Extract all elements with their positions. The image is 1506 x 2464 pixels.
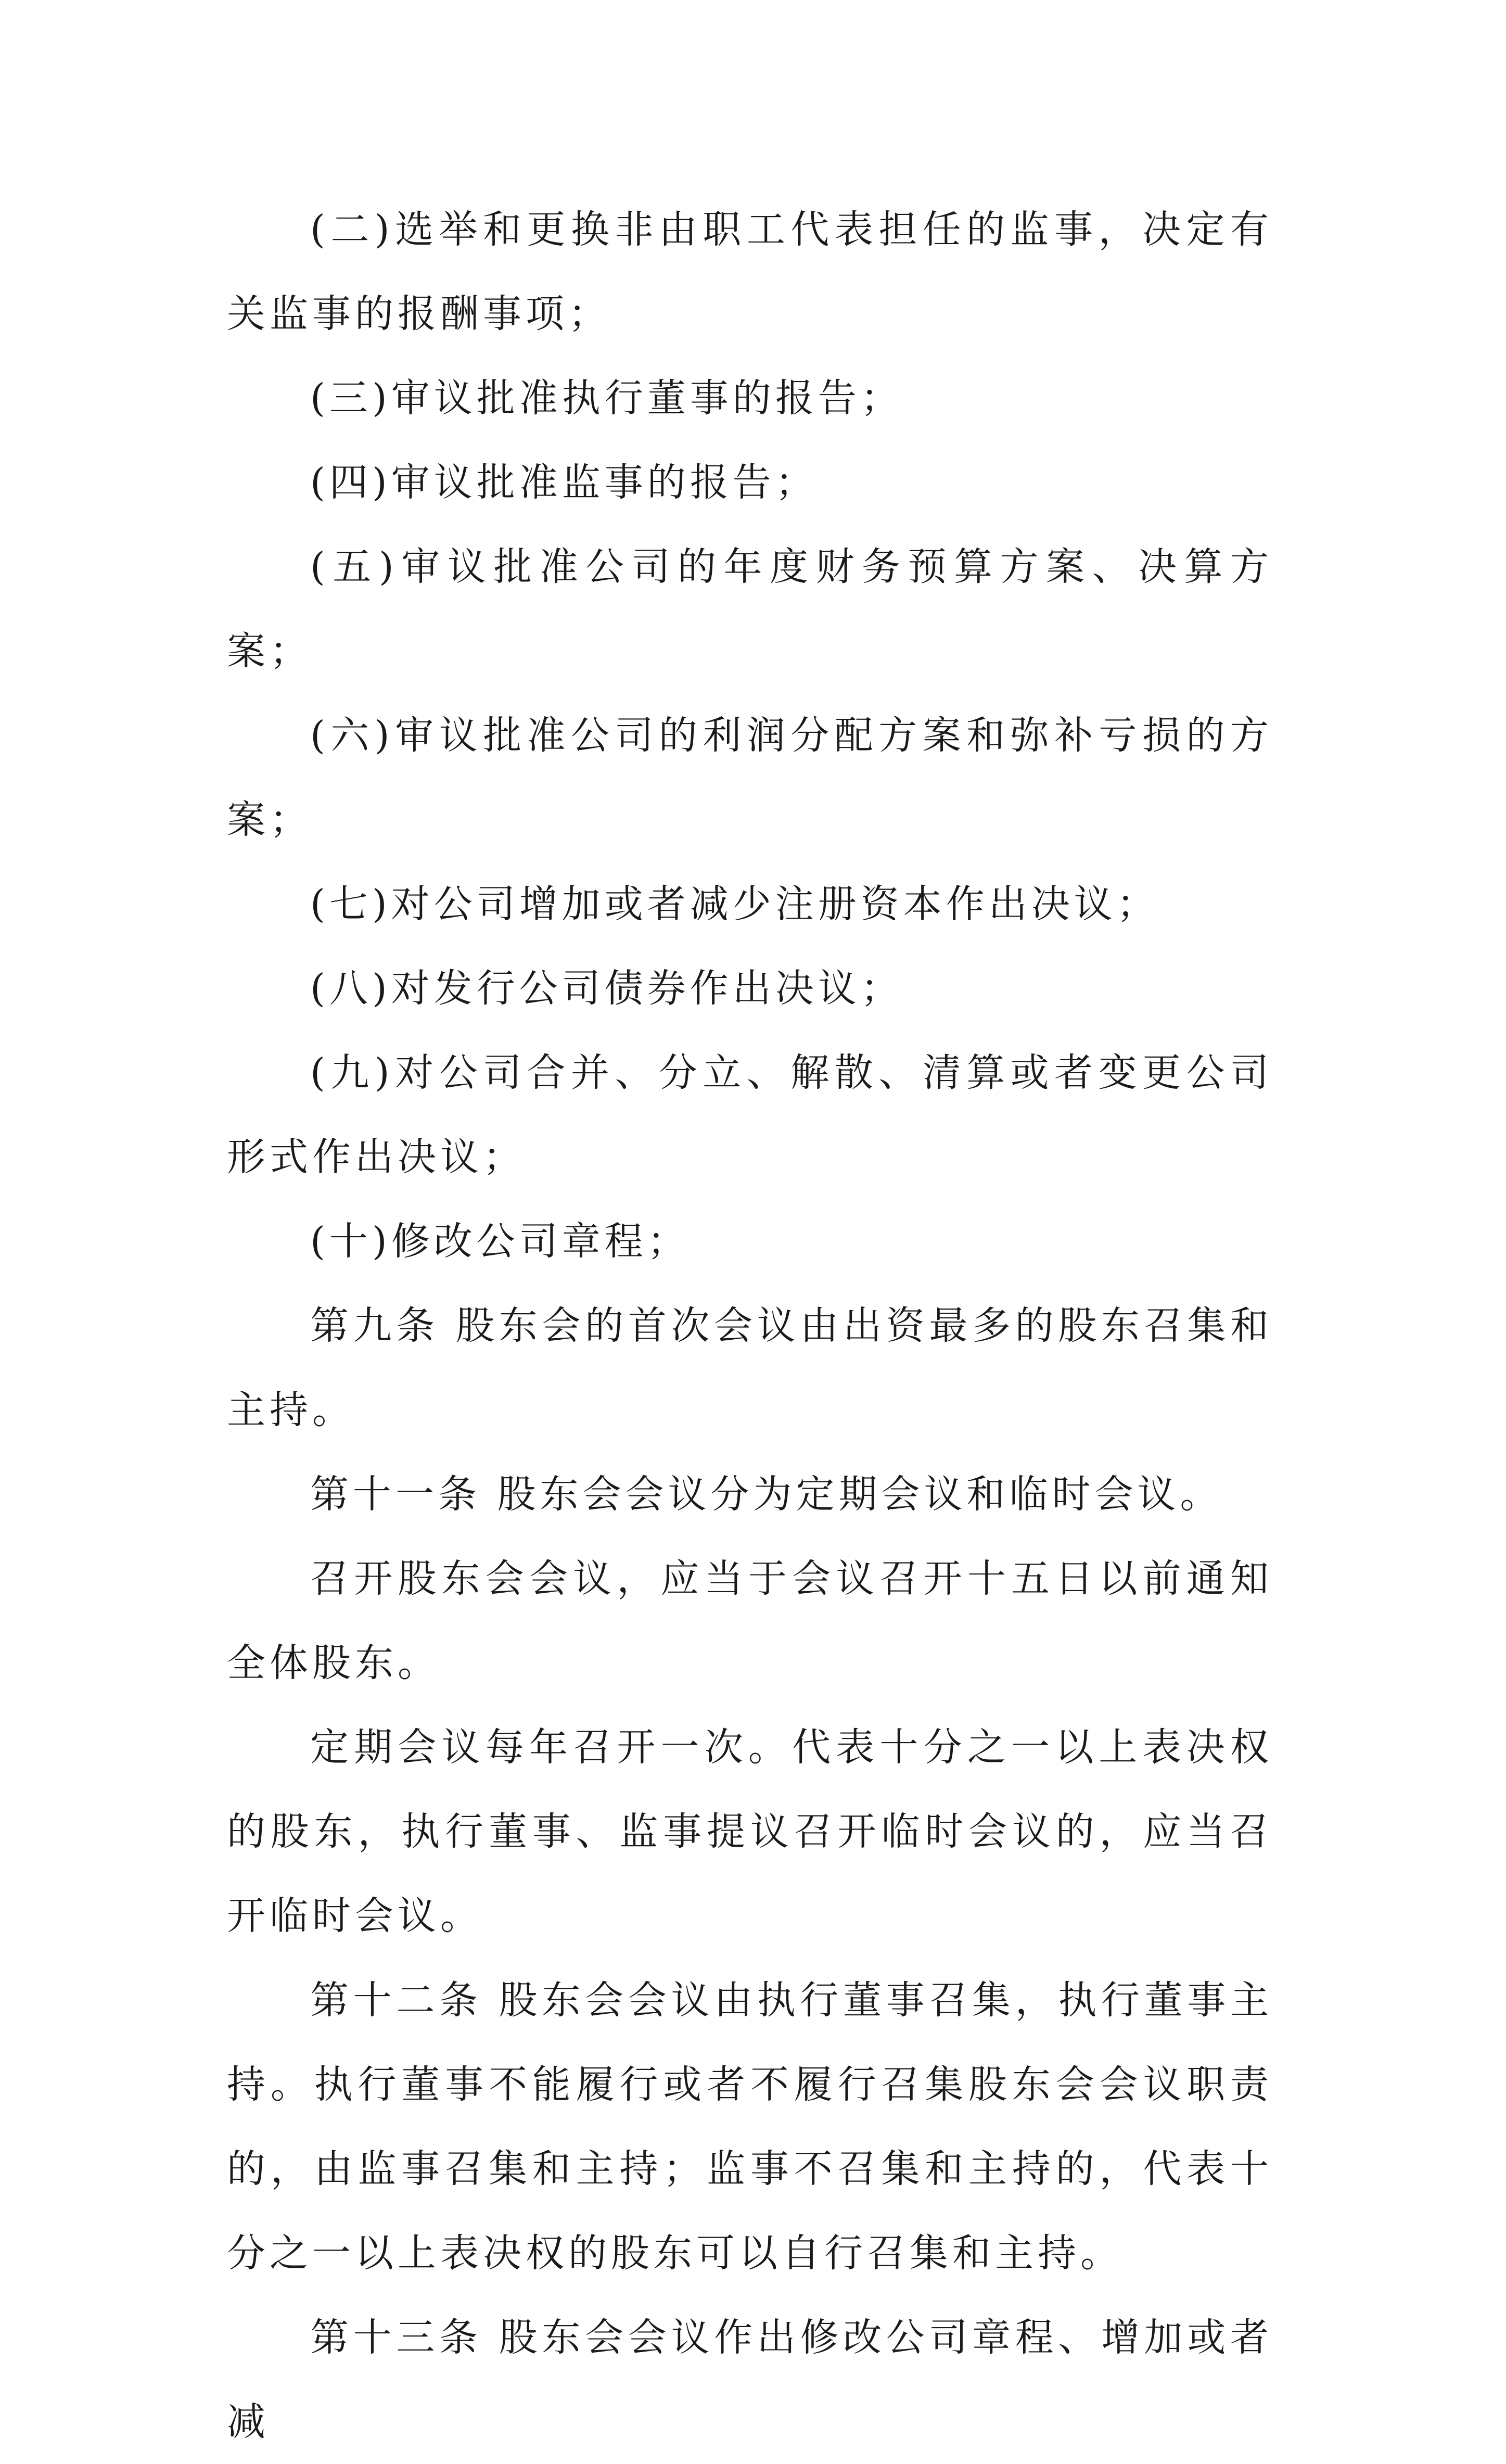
article-12-paragraph: 第十二条 股东会会议由执行董事召集，执行董事主持。执行董事不能履行或者不履行召集股东会会议职责的，由监事召集和主持；监事不召集和主持的，代表十分之一以上表决权的股东可以自行召集和主持。 <box>227 1978 1273 2276</box>
article-13-paragraph: 第十三条 股东会会议作出修改公司章程、增加或者减 <box>227 2315 1273 2444</box>
document-body <box>227 187 1273 2464</box>
paragraph-item-9: (九)对公司合并、分立、解散、清算或者变更公司形式作出决议； <box>227 1050 1273 1179</box>
article-9-paragraph: 第九条 股东会的首次会议由出资最多的股东召集和主持。 <box>227 1303 1273 1432</box>
paragraph-item-3: (三)审议批准执行董事的报告； <box>310 376 903 421</box>
paragraph-item-4: (四)审议批准监事的报告； <box>310 460 818 505</box>
paragraph-item-2: (二)选举和更换非由职工代表担任的监事，决定有关监事的报酬事项； <box>227 207 1273 336</box>
article-11-paragraph: 第十一条 股东会会议分为定期会议和临时会议。 <box>310 1472 1223 1517</box>
paragraph-item-5: (五)审议批准公司的年度财务预算方案、决算方案； <box>227 544 1273 674</box>
paragraph-item-8: (八)对发行公司债券作出决议； <box>310 966 903 1011</box>
paragraph-item-6: (六)审议批准公司的利润分配方案和弥补亏损的方案； <box>227 713 1273 842</box>
regular-meeting-paragraph: 定期会议每年召开一次。代表十分之一以上表决权的股东，执行董事、监事提议召开临时会议的，应当召开临时会议。 <box>227 1725 1273 1938</box>
paragraph-item-7: (七)对公司增加或者减少注册资本作出决议； <box>310 882 1159 926</box>
paragraph-item-10: (十)修改公司章程； <box>310 1219 690 1264</box>
meeting-notice-paragraph: 召开股东会会议，应当于会议召开十五日以前通知全体股东。 <box>227 1556 1273 1685</box>
